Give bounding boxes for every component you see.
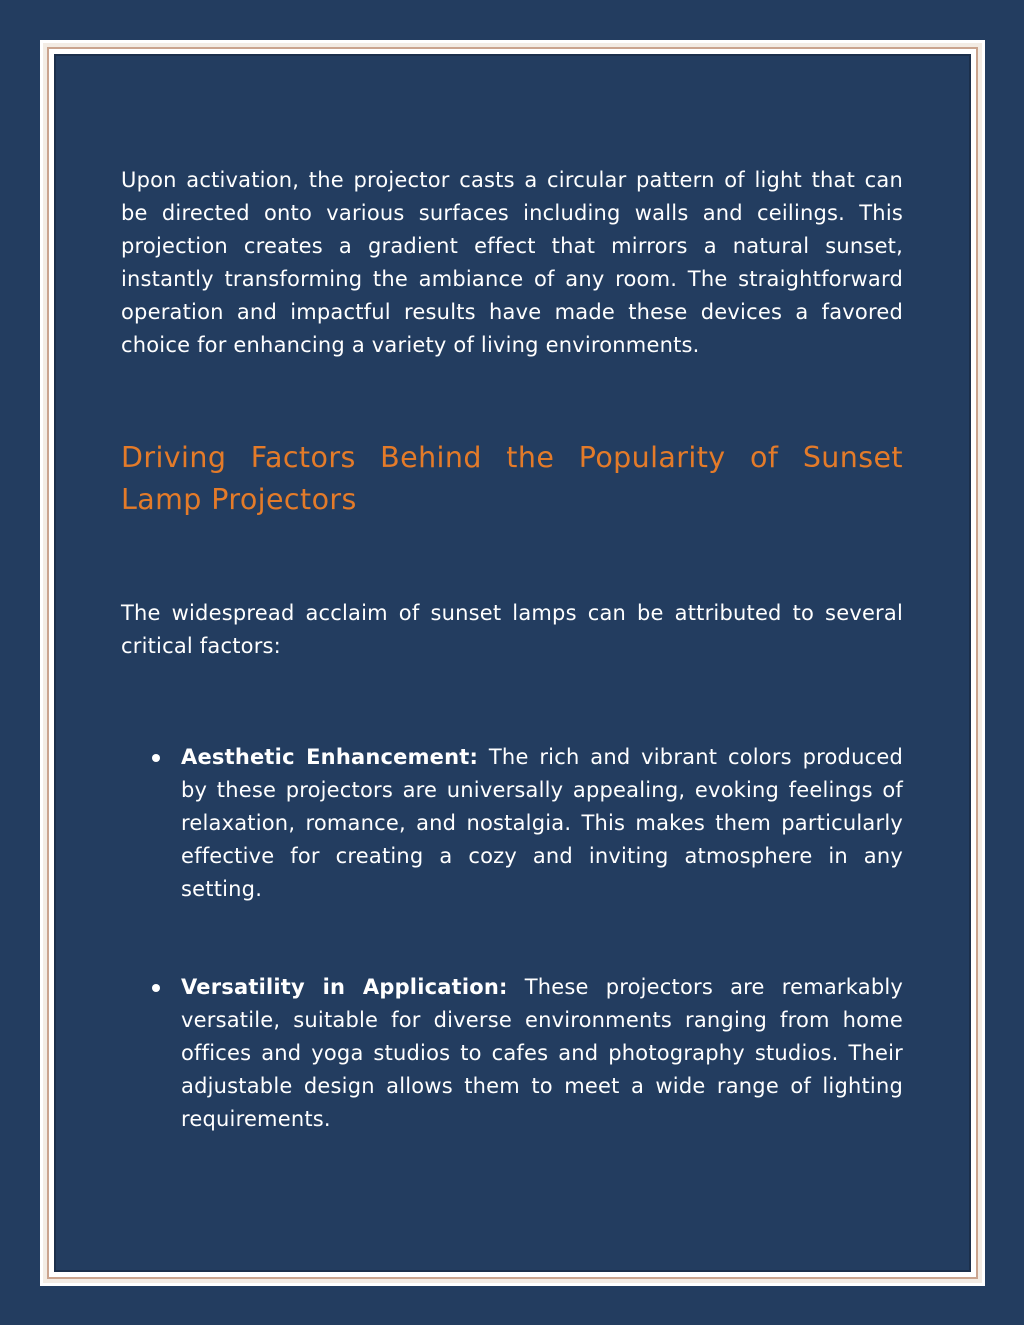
bullet-dot-icon (152, 984, 160, 992)
intro-paragraph: The widespread acclaim of sunset lamps can be attributed to several critical factors: (121, 601, 903, 658)
list-item-body: These projectors are remarkably versatile, suitable for diverse environments ranging from home offices and yoga studios to cafes and photography studios. Their adjustable design allows them to meet a wide range of lighting requirements. (181, 975, 904, 1131)
document-content (121, 164, 903, 1201)
list-item-title: Versatility in Application: (181, 975, 508, 999)
factor-list (121, 741, 903, 1136)
list-item-aesthetic (121, 741, 903, 906)
list-item-text (181, 741, 903, 906)
list-item-body: The rich and vibrant colors produced by these projectors are universally appealing, evoking feelings of relaxation, romance, and nostalgia. This makes them particularly effective for creating a cozy and inviting atmosphere in any setting. (181, 745, 903, 901)
section-heading: Driving Factors Behind the Popularity of Sunset Lamp Projectors (121, 441, 903, 516)
bullet-dot-icon (152, 754, 160, 762)
list-item-title: Aesthetic Enhancement: (181, 745, 479, 769)
list-item-text (181, 971, 903, 1136)
list-item-versatility (121, 971, 903, 1136)
body-paragraph: Upon activation, the projector casts a circular pattern of light that can be directed onto various surfaces including walls and ceilings. This projection creates a gradient effect that mirrors a natural sunset, instantly transforming the ambiance of any room. The straightforward operation and impactful results have made these devices a favored choice for enhancing a variety of living environments. (121, 168, 903, 357)
